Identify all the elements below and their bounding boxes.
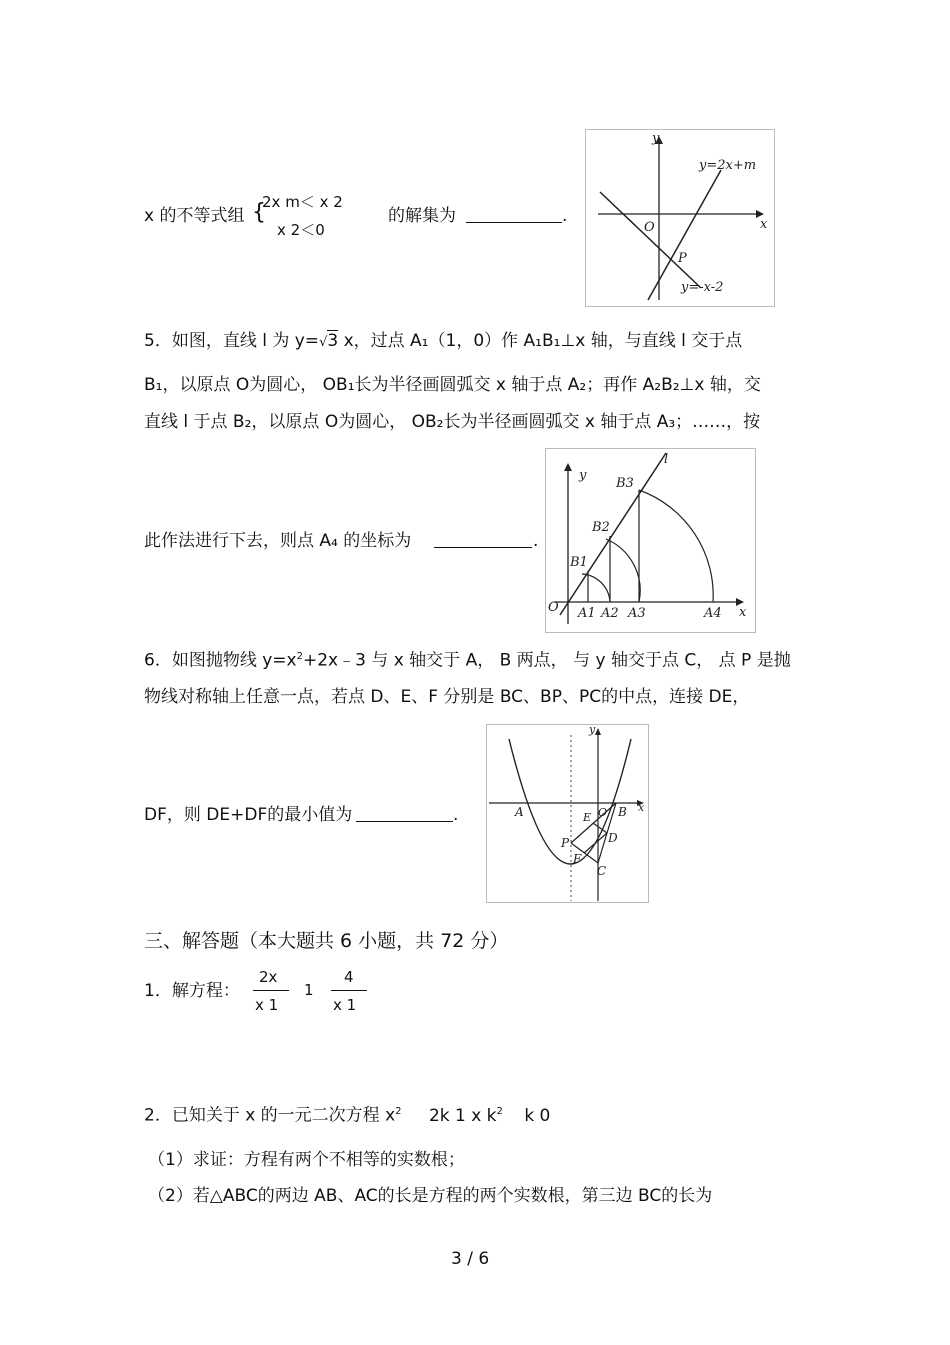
p2-end: k 0 [524,1105,551,1126]
x-label: x [760,217,768,232]
q6-line-1 [144,652,791,670]
x-label: x [638,801,645,814]
q5-line-4: 此作法进行下去，则点 A₄ 的坐标为 [144,531,412,551]
q4-inequality-1: 2x m＜ x 2 [262,193,343,211]
x-label: x [739,605,747,620]
parabola [509,739,631,864]
line-l [560,452,669,615]
origin-label: O [598,806,608,819]
q4-brace: { [252,200,266,225]
section-3-heading: 三、解答题（本大题共 6 小题，共 72 分） [144,930,509,952]
q5-answer-blank[interactable] [434,533,532,548]
y-label: y [652,131,660,146]
origin-label: O [644,220,655,235]
point-f-label: F [573,852,582,866]
point-c-label: C [597,864,607,878]
b2-label: B2 [592,520,610,535]
p1-fraction-bar-2 [331,990,367,991]
a2-label: A2 [601,606,619,621]
p1-label: 1．解方程： [144,981,240,1001]
y-label: y [589,725,596,736]
point-e-label: E [583,811,592,824]
p1-denominator-2: x 1 [333,996,357,1014]
p2-exponent-2: 2 [496,1106,503,1117]
q5-line-3: 直线 l 于点 B₂，以原点 O为圆心， OB₂长为半径画圆弧交 x 轴于点 A₃；……，按 [144,412,761,432]
q6-answer-blank[interactable] [356,807,453,822]
q6-figure [486,724,649,903]
p2-sub-1: （1）求证：方程有两个不相等的实数根； [148,1150,465,1170]
p1-middle-term: 1 [304,981,314,999]
y-axis-arrow [564,463,572,471]
origin-label: O [548,600,559,615]
p2-equation-line [144,1107,550,1125]
p1-denominator-1: x 1 [255,996,279,1014]
arc-3 [639,490,713,602]
point-b-label: B [618,805,627,819]
point-p-label: P [678,251,687,266]
q4-inequality-2: x 2＜0 [277,221,325,239]
q5-line-1a: 5．如图，直线 l 为 y= [144,331,320,351]
q6-end: . [453,805,459,825]
arc-1 [582,574,610,602]
a1-label: A1 [578,606,596,621]
arc-2 [606,539,640,602]
p1-fraction-bar-1 [253,990,289,991]
q6-line-3: DF，则 DE+DF的最小值为 [144,805,353,825]
p2-middle: 2k 1 x k [428,1105,497,1126]
q5-line-1: 5．如图，直线 l 为 y=√3 x，过点 A₁（1，0）作 A₁B₁⊥x 轴，与直线 l 交于点 [144,331,743,351]
q4-figure [585,129,775,307]
q4-answer-blank[interactable] [466,208,562,223]
p1-numerator-2: 4 [344,968,354,986]
q5-line-1c: x，过点 A₁（1，0）作 A₁B₁⊥x 轴，与直线 l 交于点 [338,331,743,351]
q5-figure [545,448,756,633]
b1-label: B1 [570,555,588,570]
line-y-neg-x-2 [600,192,701,288]
p1-numerator-1: 2x [259,968,278,986]
q4-prefix: x 的不等式组 [144,206,245,226]
q5-end: . [533,531,539,551]
a3-label: A3 [628,606,646,621]
q4-suffix: 的解集为 [388,206,456,226]
b3-label: B3 [616,476,634,491]
q5-sqrt-value: 3 [327,331,339,351]
line-l-label: l [664,452,669,467]
q6-line-1b: +2x﹣3 与 x 轴交于 A， B 两点， 与 y 轴交于点 C， 点 P 是抛 [302,650,791,671]
page-number: 3 / 6 [451,1249,490,1269]
line2-label: y=-x-2 [681,280,724,295]
q6-exponent: 2 [296,651,303,662]
q6-line-2: 物线对称轴上任意一点，若点 D、E、F 分别是 BC、BP、PC的中点，连接 DE， [144,687,750,707]
p2-sub-2: （2）若△ABC的两边 AB、AC的长是方程的两个实数根，第三边 BC的长为 [148,1186,713,1206]
a4-label: A4 [704,606,722,621]
q4-end: . [562,206,568,226]
q5-line-2: B₁，以原点 O为圆心， OB₁长为半径画圆弧交 x 轴于点 A₂；再作 A₂B₂⊥x 轴，交 [144,375,761,395]
y-label: y [579,468,587,483]
p2-exponent-1: 2 [395,1106,402,1117]
point-a-label: A [515,805,524,819]
q6-line-1a: 6．如图抛物线 y=x [144,650,297,671]
point-d-label: D [608,831,618,845]
line1-label: y=2x+m [699,158,757,173]
y-axis-arrow [595,728,601,735]
p2-line-1: 2．已知关于 x 的一元二次方程 x [144,1105,396,1126]
point-p-label: P [561,836,570,850]
